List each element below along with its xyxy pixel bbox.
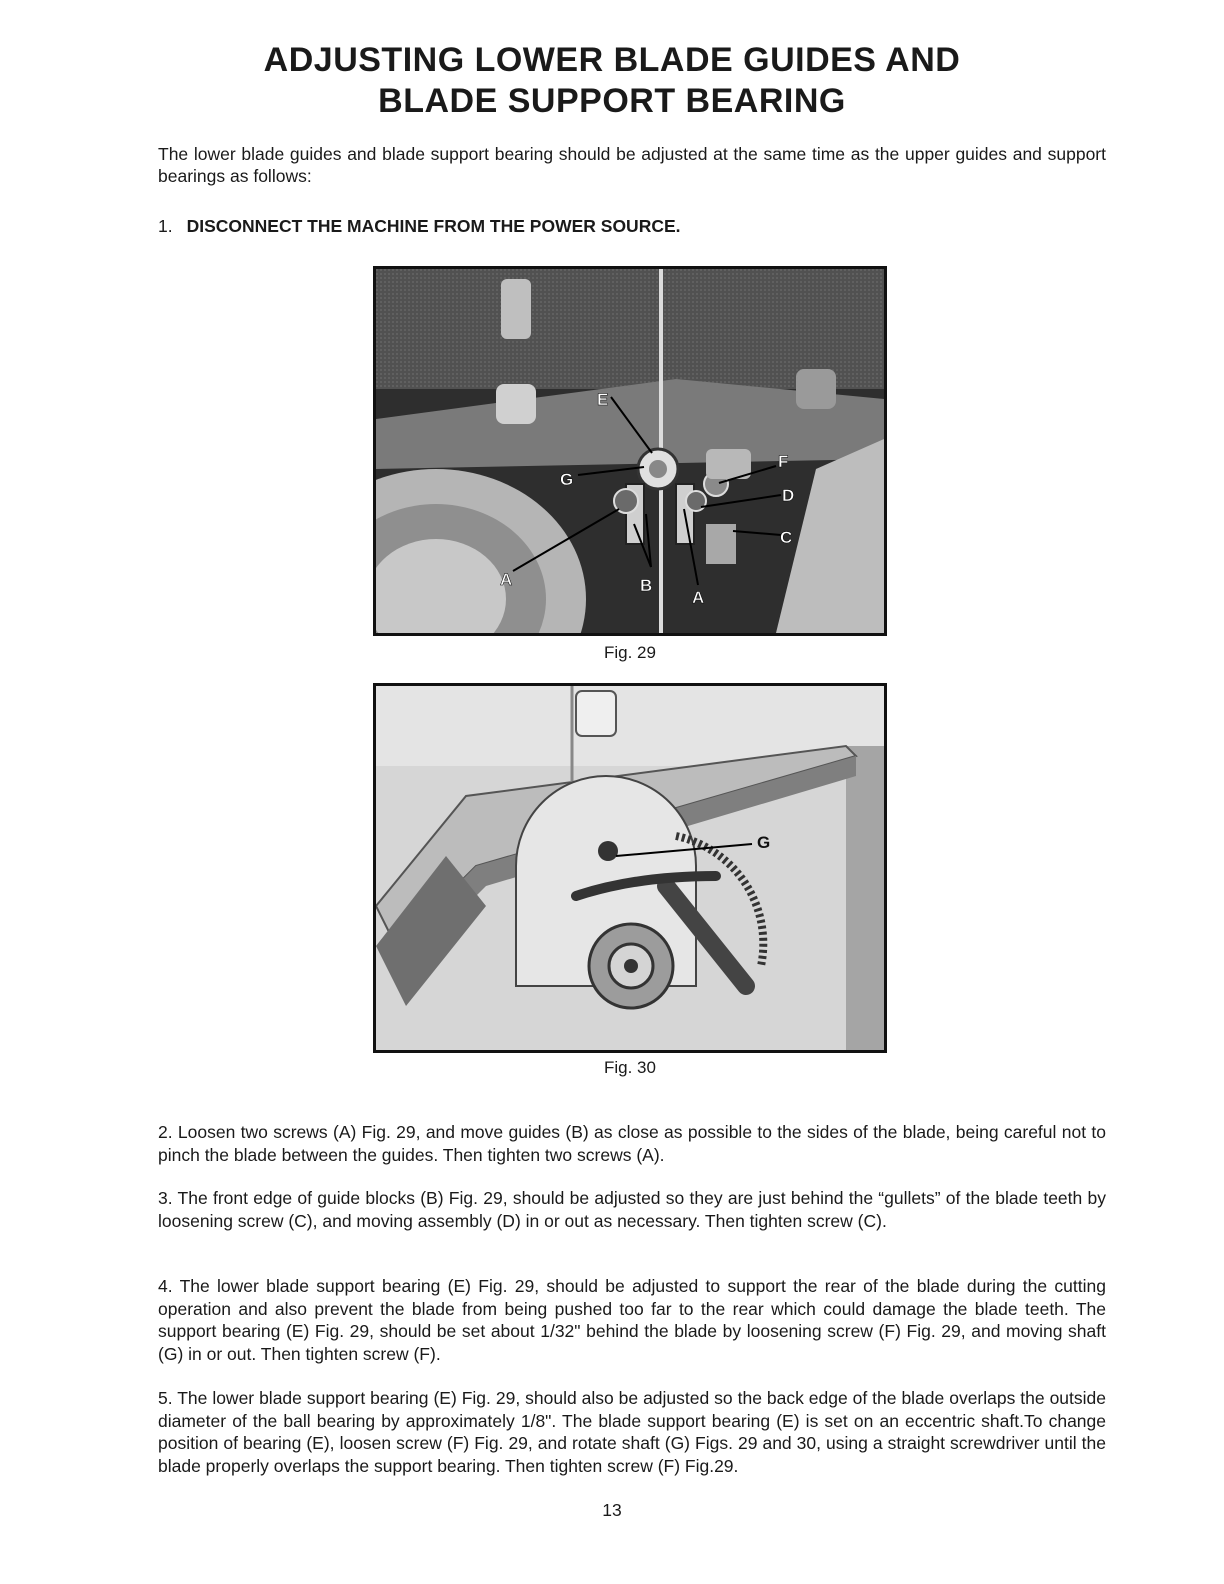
- step-2: 2. Loosen two screws (A) Fig. 29, and move guides (B) as close as possible to the sides of the blade, being careful not to pinch the blade between the guides. Then tighten two screws (A).: [158, 1122, 1106, 1165]
- figure-30-caption: Fig. 30: [604, 1058, 656, 1077]
- step-1-number: 1.: [158, 216, 173, 236]
- step-1: [158, 215, 1106, 237]
- label-b: B: [640, 576, 653, 595]
- title-line-2: BLADE SUPPORT BEARING: [378, 82, 846, 120]
- step-1-warning: DISCONNECT THE MACHINE FROM THE POWER SOURCE.: [186, 216, 681, 236]
- label-a-right: A: [692, 588, 705, 607]
- label-g-fig30: G: [757, 833, 771, 852]
- label-a-left: A: [500, 570, 513, 589]
- step-4: 4. The lower blade support bearing (E) Fig. 29, should be adjusted to support the rear of the blade during the cutting operation and also prevent the blade from being pushed too far to the rear which could damage the blade teeth. The support bearing (E) Fig. 29, should be set about 1/32" behind the blade by loosening screw (F) Fig. 29, and moving shaft (G) in or out. Then tighten screw (F).: [158, 1276, 1106, 1364]
- step-3: 3. The front edge of guide blocks (B) Fig. 29, should be adjusted so they are just behind the “gullets” of the blade teeth by loosening screw (C), and moving assembly (D) in or out as necessary. Then tighten screw (C).: [158, 1188, 1106, 1231]
- title-line-1: ADJUSTING LOWER BLADE GUIDES AND: [263, 41, 961, 79]
- label-f: F: [778, 452, 789, 471]
- intro-paragraph: The lower blade guides and blade support bearing should be adjusted at the same time as the upper guides and support bearings as follows:: [158, 144, 1106, 186]
- label-g: G: [560, 470, 574, 489]
- step-5: 5. The lower blade support bearing (E) Fig. 29, should also be adjusted so the back edge of the blade overlaps the outside diameter of the ball bearing by approximately 1/8". The blade support bearing (E) is set on an eccentric shaft.To change position of bearing (E), loosen screw (F) Fig. 29, and rotate shaft (G) Figs. 29 and 30, using a straight screwdriver until the blade properly overlaps the support bearing. Then tighten screw (F) Fig.29.: [158, 1388, 1106, 1476]
- figure-29-illustration: [376, 269, 884, 633]
- figure-29-caption: Fig. 29: [604, 643, 656, 662]
- figure-29-photo: [373, 266, 887, 636]
- label-e: E: [597, 390, 609, 409]
- figure-30-illustration: [376, 686, 884, 1050]
- figure-30-photo: [373, 683, 887, 1053]
- label-c: C: [780, 528, 793, 547]
- label-d: D: [782, 486, 795, 505]
- page-number: 13: [602, 1500, 622, 1520]
- page-title: [0, 40, 1224, 122]
